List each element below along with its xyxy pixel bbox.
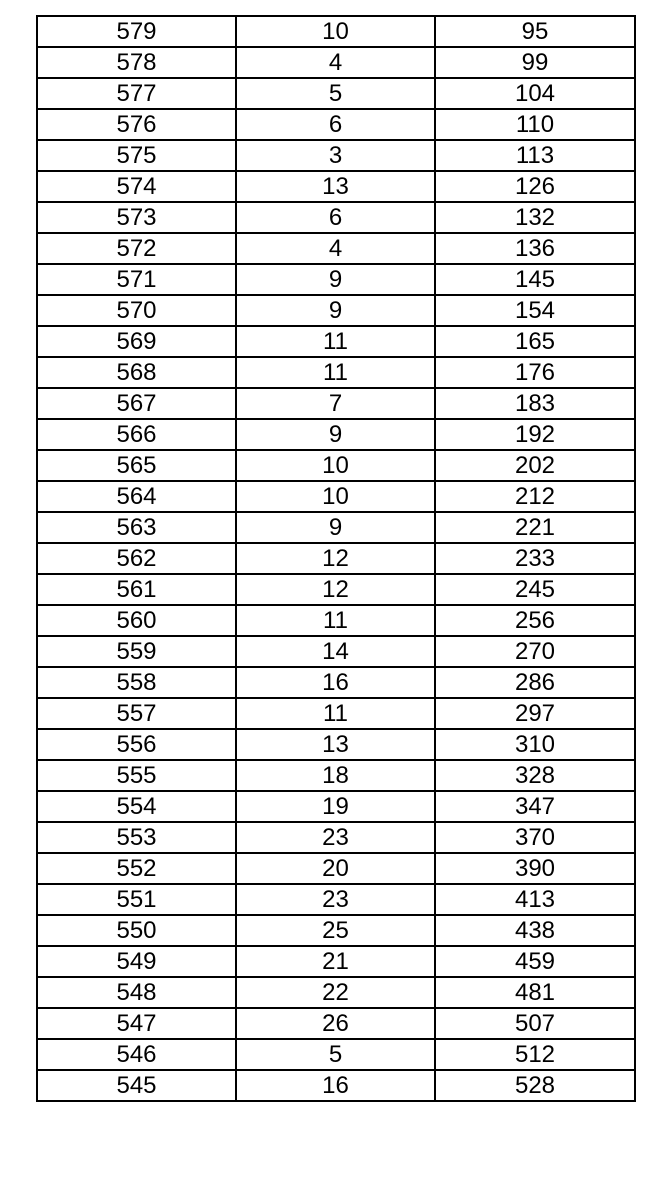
count-cell: 5: [236, 1039, 435, 1070]
cumulative-cell: 126: [435, 171, 635, 202]
cumulative-cell: 176: [435, 357, 635, 388]
table-row: [37, 388, 635, 419]
count-cell: 12: [236, 574, 435, 605]
score-cell: 563: [37, 512, 236, 543]
score-cell: 545: [37, 1070, 236, 1101]
table-row: [37, 1039, 635, 1070]
cumulative-cell: 99: [435, 47, 635, 78]
table-row: [37, 326, 635, 357]
table-row: [37, 140, 635, 171]
cumulative-cell: 347: [435, 791, 635, 822]
count-cell: 18: [236, 760, 435, 791]
score-cell: 566: [37, 419, 236, 450]
table-row: [37, 667, 635, 698]
cumulative-cell: 245: [435, 574, 635, 605]
count-cell: 22: [236, 977, 435, 1008]
table-row: [37, 915, 635, 946]
cumulative-cell: 110: [435, 109, 635, 140]
cumulative-cell: 438: [435, 915, 635, 946]
table-row: [37, 636, 635, 667]
cumulative-cell: 270: [435, 636, 635, 667]
score-cell: 551: [37, 884, 236, 915]
cumulative-cell: 512: [435, 1039, 635, 1070]
count-cell: 23: [236, 884, 435, 915]
count-cell: 7: [236, 388, 435, 419]
table-row: [37, 760, 635, 791]
score-cell: 550: [37, 915, 236, 946]
count-cell: 26: [236, 1008, 435, 1039]
count-cell: 16: [236, 667, 435, 698]
cumulative-cell: 202: [435, 450, 635, 481]
count-cell: 5: [236, 78, 435, 109]
table-row: [37, 1008, 635, 1039]
cumulative-cell: 145: [435, 264, 635, 295]
cumulative-cell: 104: [435, 78, 635, 109]
score-cell: 553: [37, 822, 236, 853]
score-cell: 560: [37, 605, 236, 636]
count-cell: 19: [236, 791, 435, 822]
score-cell: 564: [37, 481, 236, 512]
score-cell: 574: [37, 171, 236, 202]
score-cell: 547: [37, 1008, 236, 1039]
cumulative-cell: 95: [435, 16, 635, 47]
count-cell: 13: [236, 729, 435, 760]
table-row: [37, 171, 635, 202]
score-cell: 565: [37, 450, 236, 481]
count-cell: 4: [236, 233, 435, 264]
table-row: [37, 605, 635, 636]
score-cell: 570: [37, 295, 236, 326]
cumulative-cell: 310: [435, 729, 635, 760]
score-cell: 557: [37, 698, 236, 729]
count-cell: 10: [236, 481, 435, 512]
cumulative-cell: 256: [435, 605, 635, 636]
score-cell: 555: [37, 760, 236, 791]
cumulative-cell: 286: [435, 667, 635, 698]
cumulative-cell: 297: [435, 698, 635, 729]
score-cell: 573: [37, 202, 236, 233]
score-table: [36, 15, 636, 1102]
table-row: [37, 543, 635, 574]
cumulative-cell: 154: [435, 295, 635, 326]
score-cell: 578: [37, 47, 236, 78]
table-row: [37, 698, 635, 729]
table-row: [37, 357, 635, 388]
count-cell: 6: [236, 109, 435, 140]
cumulative-cell: 132: [435, 202, 635, 233]
count-cell: 9: [236, 419, 435, 450]
table-row: [37, 977, 635, 1008]
cumulative-cell: 221: [435, 512, 635, 543]
cumulative-cell: 165: [435, 326, 635, 357]
table-row: [37, 822, 635, 853]
count-cell: 11: [236, 605, 435, 636]
cumulative-cell: 481: [435, 977, 635, 1008]
cumulative-cell: 459: [435, 946, 635, 977]
table-row: [37, 946, 635, 977]
count-cell: 4: [236, 47, 435, 78]
cumulative-cell: 212: [435, 481, 635, 512]
cumulative-cell: 528: [435, 1070, 635, 1101]
count-cell: 14: [236, 636, 435, 667]
score-cell: 575: [37, 140, 236, 171]
count-cell: 11: [236, 698, 435, 729]
table-row: [37, 1070, 635, 1101]
score-cell: 576: [37, 109, 236, 140]
table-row: [37, 109, 635, 140]
score-cell: 569: [37, 326, 236, 357]
table-row: [37, 78, 635, 109]
count-cell: 9: [236, 512, 435, 543]
table-row: [37, 574, 635, 605]
cumulative-cell: 192: [435, 419, 635, 450]
table-row: [37, 233, 635, 264]
count-cell: 3: [236, 140, 435, 171]
score-cell: 568: [37, 357, 236, 388]
count-cell: 11: [236, 326, 435, 357]
count-cell: 13: [236, 171, 435, 202]
table-row: [37, 16, 635, 47]
score-cell: 572: [37, 233, 236, 264]
count-cell: 23: [236, 822, 435, 853]
table-row: [37, 264, 635, 295]
score-cell: 556: [37, 729, 236, 760]
cumulative-cell: 136: [435, 233, 635, 264]
cumulative-cell: 233: [435, 543, 635, 574]
table-row: [37, 791, 635, 822]
count-cell: 12: [236, 543, 435, 574]
table-row: [37, 481, 635, 512]
count-cell: 16: [236, 1070, 435, 1101]
table-row: [37, 295, 635, 326]
count-cell: 10: [236, 16, 435, 47]
cumulative-cell: 328: [435, 760, 635, 791]
table-body: [37, 16, 635, 1101]
count-cell: 10: [236, 450, 435, 481]
table-row: [37, 884, 635, 915]
score-cell: 558: [37, 667, 236, 698]
score-cell: 548: [37, 977, 236, 1008]
cumulative-cell: 507: [435, 1008, 635, 1039]
score-cell: 579: [37, 16, 236, 47]
cumulative-cell: 183: [435, 388, 635, 419]
score-cell: 567: [37, 388, 236, 419]
count-cell: 20: [236, 853, 435, 884]
score-cell: 577: [37, 78, 236, 109]
score-cell: 561: [37, 574, 236, 605]
cumulative-cell: 413: [435, 884, 635, 915]
table-row: [37, 450, 635, 481]
table-row: [37, 202, 635, 233]
cumulative-cell: 113: [435, 140, 635, 171]
score-cell: 549: [37, 946, 236, 977]
table-row: [37, 512, 635, 543]
score-cell: 562: [37, 543, 236, 574]
table-row: [37, 853, 635, 884]
score-cell: 546: [37, 1039, 236, 1070]
score-cell: 554: [37, 791, 236, 822]
count-cell: 25: [236, 915, 435, 946]
cumulative-cell: 370: [435, 822, 635, 853]
score-cell: 559: [37, 636, 236, 667]
table-row: [37, 47, 635, 78]
count-cell: 11: [236, 357, 435, 388]
cumulative-cell: 390: [435, 853, 635, 884]
table-row: [37, 419, 635, 450]
score-cell: 552: [37, 853, 236, 884]
count-cell: 9: [236, 295, 435, 326]
count-cell: 9: [236, 264, 435, 295]
count-cell: 6: [236, 202, 435, 233]
score-cell: 571: [37, 264, 236, 295]
count-cell: 21: [236, 946, 435, 977]
table-row: [37, 729, 635, 760]
